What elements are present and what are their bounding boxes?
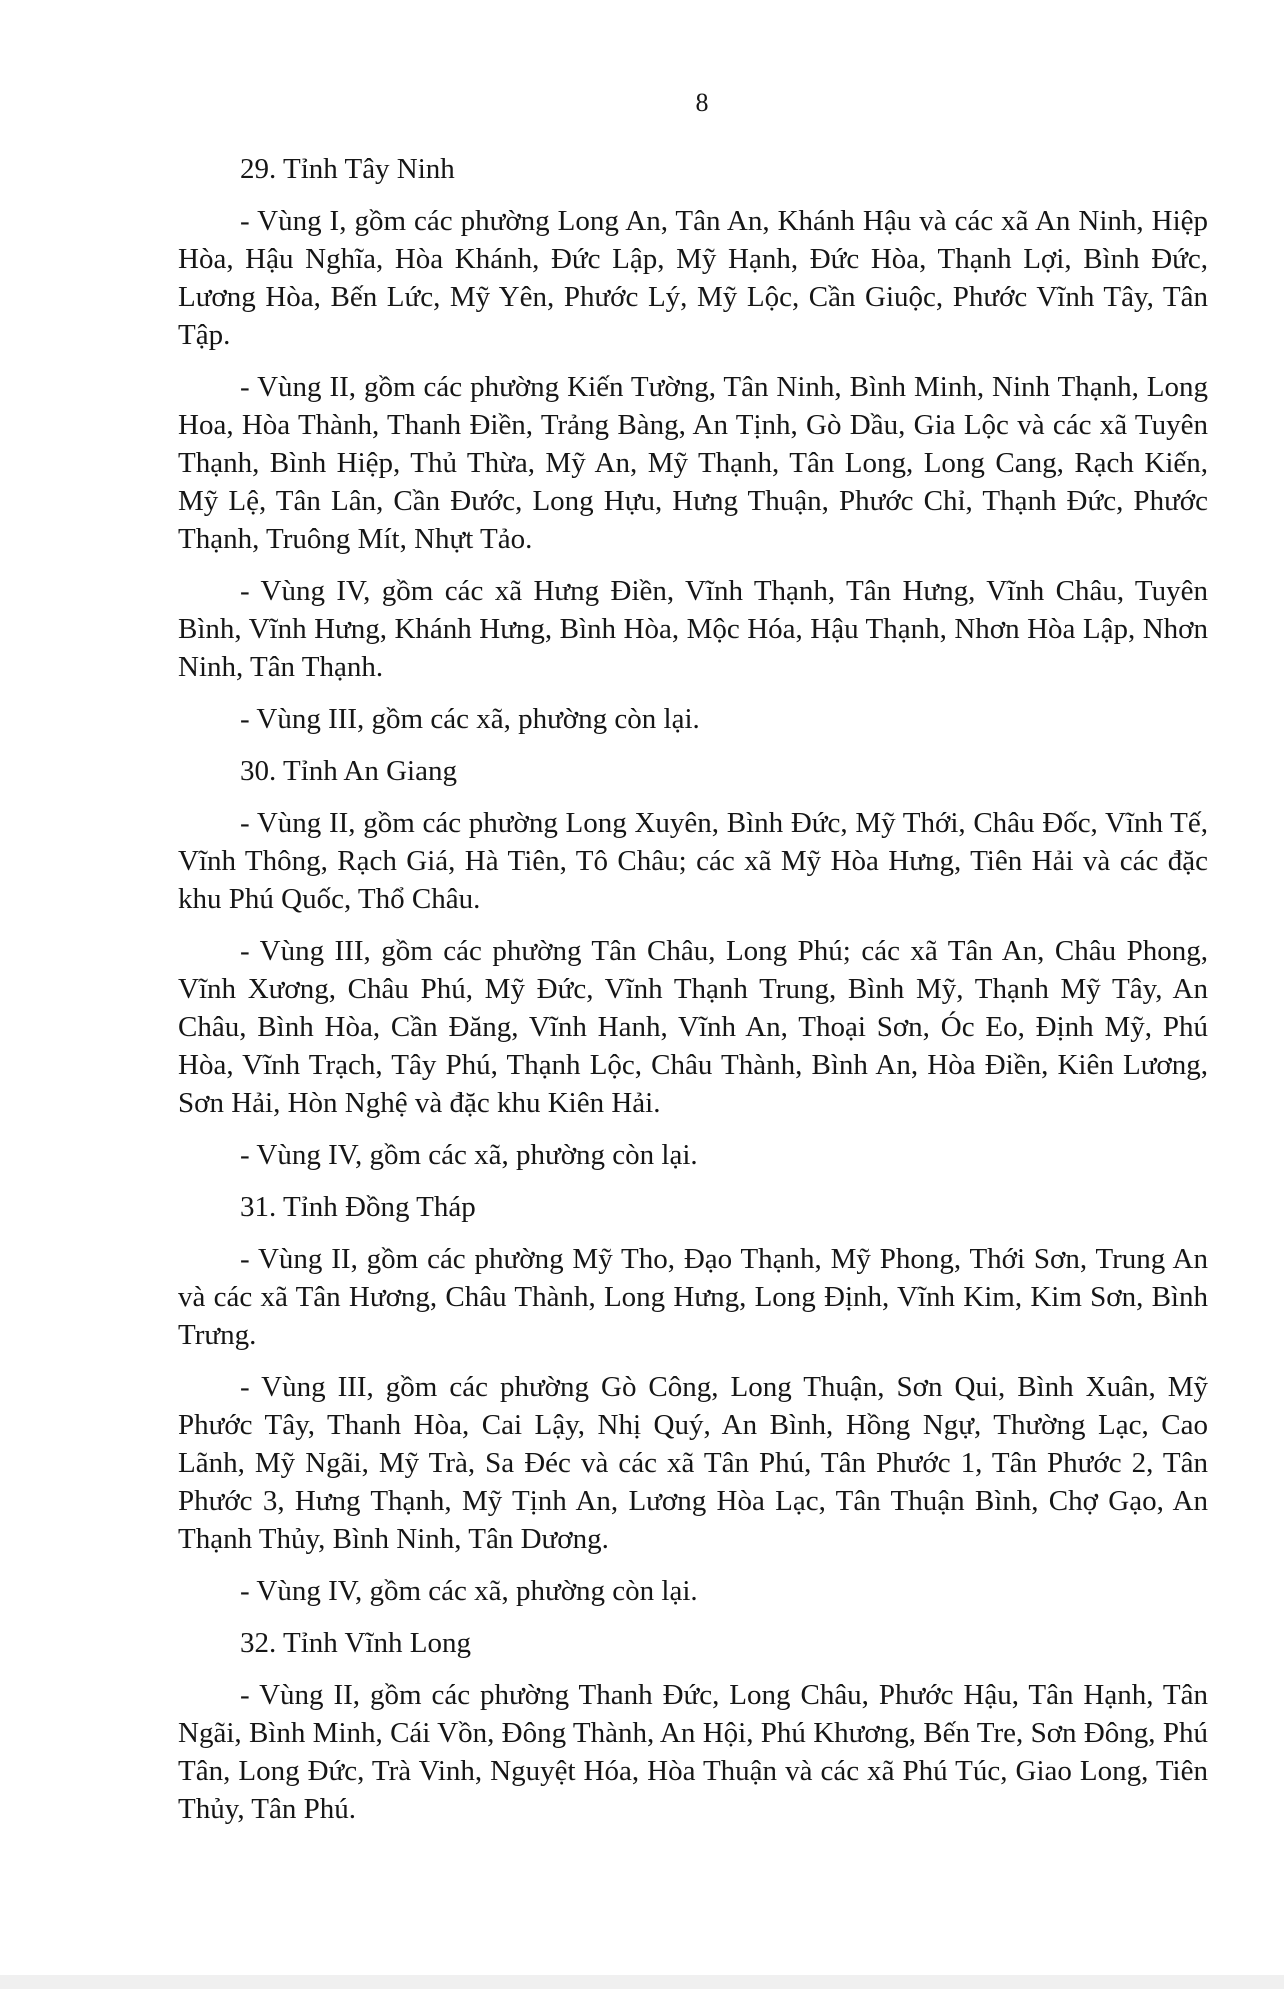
scan-bottom-edge: [0, 1975, 1284, 1989]
region-paragraph: - Vùng III, gồm các xã, phường còn lại.: [240, 703, 700, 735]
region-paragraph: - Vùng II, gồm các phường Mỹ Tho, Đạo Thạnh, Mỹ Phong, Thới Sơn, Trung An và các xã Tân Hương, Châu Thành, Long Hưng, Long Định, Vĩnh Kim, Kim Sơn, Bình Trưng.: [178, 1243, 1208, 1351]
region-paragraph: - Vùng IV, gồm các xã, phường còn lại.: [240, 1139, 698, 1171]
region-paragraph: - Vùng II, gồm các phường Thanh Đức, Long Châu, Phước Hậu, Tân Hạnh, Tân Ngãi, Bình Minh, Cái Vồn, Đông Thành, An Hội, Phú Khương, Bến Tre, Sơn Đông, Phú Tân, Long Đức, Trà Vinh, Nguyệt Hóa, Hòa Thuận và các xã Phú Túc, Giao Long, Tiên Thủy, Tân Phú.: [178, 1679, 1208, 1825]
section-heading: 29. Tỉnh Tây Ninh: [240, 153, 455, 185]
region-paragraph: - Vùng II, gồm các phường Long Xuyên, Bình Đức, Mỹ Thới, Châu Đốc, Vĩnh Tế, Vĩnh Thông, Rạch Giá, Hà Tiên, Tô Châu; các xã Mỹ Hòa Hưng, Tiên Hải và các đặc khu Phú Quốc, Thổ Châu.: [178, 807, 1208, 915]
document-body: [178, 150, 1208, 1842]
section-tay-ninh: [178, 150, 1208, 738]
region-paragraph: - Vùng II, gồm các phường Kiến Tường, Tân Ninh, Bình Minh, Ninh Thạnh, Long Hoa, Hòa Thành, Thanh Điền, Trảng Bàng, An Tịnh, Gò Dầu, Gia Lộc và các xã Tuyên Thạnh, Bình Hiệp, Thủ Thừa, Mỹ An, Mỹ Thạnh, Tân Long, Long Cang, Rạch Kiến, Mỹ Lệ, Tân Lân, Cần Đước, Long Hựu, Hưng Thuận, Phước Chỉ, Thạnh Đức, Phước Thạnh, Truông Mít, Nhựt Tảo.: [178, 371, 1208, 555]
section-heading: 30. Tỉnh An Giang: [240, 755, 457, 787]
region-paragraph: - Vùng III, gồm các phường Gò Công, Long Thuận, Sơn Qui, Bình Xuân, Mỹ Phước Tây, Thanh Hòa, Cai Lậy, Nhị Quý, An Bình, Hồng Ngự, Thường Lạc, Cao Lãnh, Mỹ Ngãi, Mỹ Trà, Sa Đéc và các xã Tân Phú, Tân Phước 1, Tân Phước 2, Tân Phước 3, Hưng Thạnh, Mỹ Tịnh An, Lương Hòa Lạc, Tân Thuận Bình, Chợ Gạo, An Thạnh Thủy, Bình Ninh, Tân Dương.: [178, 1371, 1208, 1555]
section-an-giang: [178, 752, 1208, 1174]
region-paragraph: - Vùng IV, gồm các xã Hưng Điền, Vĩnh Thạnh, Tân Hưng, Vĩnh Châu, Tuyên Bình, Vĩnh Hưng, Khánh Hưng, Bình Hòa, Mộc Hóa, Hậu Thạnh, Nhơn Hòa Lập, Nhơn Ninh, Tân Thạnh.: [178, 575, 1208, 683]
page-number: 8: [695, 88, 709, 117]
region-paragraph: - Vùng IV, gồm các xã, phường còn lại.: [240, 1575, 698, 1607]
section-heading: 32. Tỉnh Vĩnh Long: [240, 1627, 471, 1659]
section-vinh-long: [178, 1624, 1208, 1828]
section-dong-thap: [178, 1188, 1208, 1610]
region-paragraph: - Vùng III, gồm các phường Tân Châu, Long Phú; các xã Tân An, Châu Phong, Vĩnh Xương, Châu Phú, Mỹ Đức, Vĩnh Thạnh Trung, Bình Mỹ, Thạnh Mỹ Tây, An Châu, Bình Hòa, Cần Đăng, Vĩnh Hanh, Vĩnh An, Thoại Sơn, Óc Eo, Định Mỹ, Phú Hòa, Vĩnh Trạch, Tây Phú, Thạnh Lộc, Châu Thành, Bình An, Hòa Điền, Kiên Lương, Sơn Hải, Hòn Nghệ và đặc khu Kiên Hải.: [178, 935, 1208, 1119]
region-paragraph: - Vùng I, gồm các phường Long An, Tân An, Khánh Hậu và các xã An Ninh, Hiệp Hòa, Hậu Nghĩa, Hòa Khánh, Đức Lập, Mỹ Hạnh, Đức Hòa, Thạnh Lợi, Bình Đức, Lương Hòa, Bến Lức, Mỹ Yên, Phước Lý, Mỹ Lộc, Cần Giuộc, Phước Vĩnh Tây, Tân Tập.: [178, 205, 1208, 351]
section-heading: 31. Tỉnh Đồng Tháp: [240, 1191, 476, 1223]
